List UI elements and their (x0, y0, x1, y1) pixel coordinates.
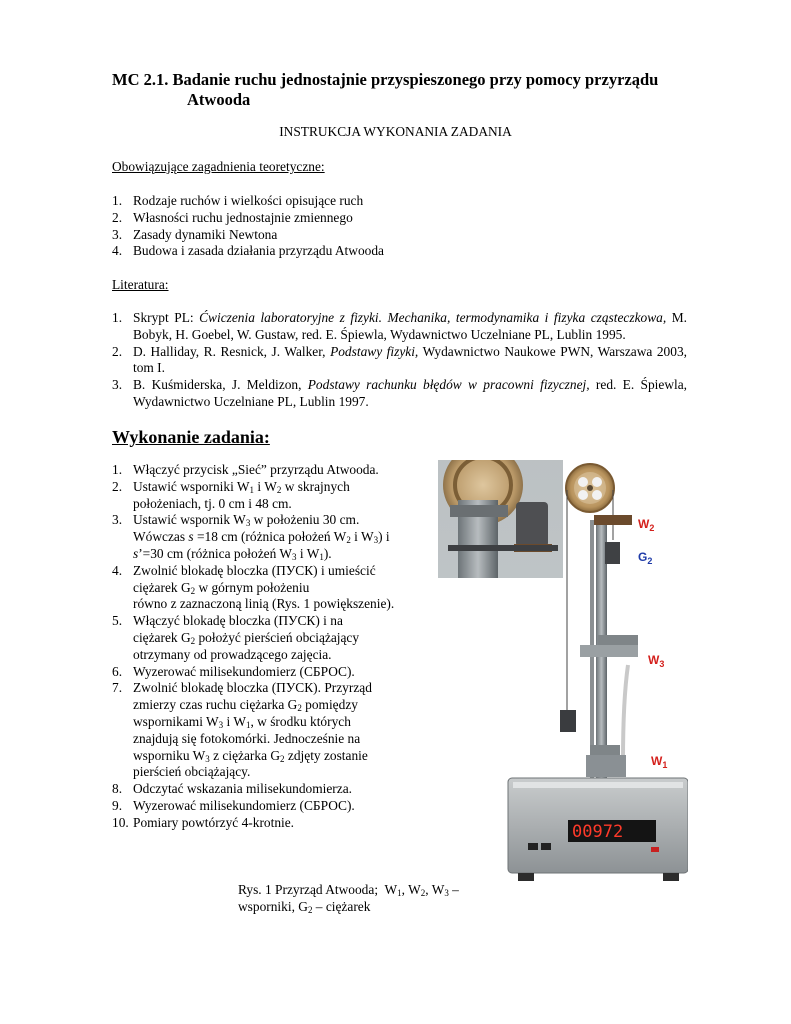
topic-item: 3. Zasady dynamiki Newtona (112, 226, 278, 242)
title-line-2: Atwooda (187, 90, 251, 109)
topic-item: 4. Budowa i zasada działania przyrządu Atwooda (112, 243, 384, 259)
topic-item: 1. Rodzaje ruchów i wielkości opisujące ruch (112, 193, 364, 208)
step-item: 5. Włączyć blokadę bloczka (ПУСК) i na ciężarek $G_2$ położyć pierścień obciążający otrzymany od prowadzącego zajęcia. (112, 613, 360, 662)
pulley-wheel (566, 464, 614, 512)
label-w3: $W_3$ (648, 653, 665, 669)
step-item: 7. Zwolnić blokadę bloczka (ПУСК). Przyrząd zmierzy czas ruchu ciężarka $G_2$ pomiędzy wspornikami $W_3$ i $W_1$, w środku których znajdują się fotokomórki. Jednocześnie na wsporniku $W_3$ z ciężarka $G_2$ zdjęty zostanie pierścień obciążający. (112, 680, 372, 780)
task-heading: Wykonanie zadania: (112, 427, 270, 447)
timer-display: 00972 (572, 822, 624, 842)
step-item: 10. Pomiary powtórzyć 4-krotnie. (112, 814, 295, 830)
step-item: 8. Odczytać wskazania milisekundomierza. (112, 781, 352, 797)
topics-heading: Obowiązujące zagadnienia teoretyczne: (112, 159, 325, 174)
step-item: 3. Ustawić wspornik $W_3$ w położeniu 30 cm. Wówczas s =18 cm (różnica położeń $W_2$ i $W_3$) i s’=30 cm (różnica położeń $W_3$ i $W_1$). (112, 512, 390, 562)
literature-list (112, 310, 687, 411)
document-title (112, 70, 712, 110)
step-item: 1. Włączyć przycisk „Sieć” przyrządu Atwooda. (112, 462, 379, 477)
topics-list (112, 193, 612, 260)
figure-caption: Rys. 1 Przyrząd Atwooda; $W_1$, $W_2$, $W_3$ – wsporniki, $G_2$ – ciężarek (238, 882, 459, 915)
inset-enlargement (438, 460, 563, 578)
literature-item: 1. Skrypt PL: Ćwiczenia laboratoryjne z fizyki. Mechanika, termodynamika i fizyka cząsteczkowa, M. Bobyk, H. Goebel, W. Gustaw, red. E. Śpiewla, Wydawnictwo Uczelniane PL, Lublin 1995. (112, 310, 687, 342)
atwood-apparatus-photo (438, 460, 688, 890)
label-w2: $W_2$ (638, 517, 655, 533)
literature-item: 3. B. Kuśmiderska, J. Meldizon, Podstawy rachunku błędów w pracowni fizycznej, red. E. Śpiewla, Wydawnictwo Uczelniane PL, Lublin 1997. (112, 377, 687, 409)
literature-item: 2. D. Halliday, R. Resnick, J. Walker, Podstawy fizyki, Wydawnictwo Naukowe PWN, Warszawa 2003, tom I. (112, 343, 687, 376)
literature-heading: Literatura: (112, 277, 169, 292)
title-line-1: MC 2.1. Badanie ruchu jednostajnie przyspieszonego przy pomocy przyrządu (112, 70, 659, 89)
steps-list (112, 462, 442, 832)
step-item: 6. Wyzerować milisekundomierz (СБРОС). (112, 663, 355, 679)
topic-item: 2. Własności ruchu jednostajnie zmiennego (112, 209, 353, 225)
step-item: 4. Zwolnić blokadę bloczka (ПУСК) i umieścić ciężarek $G_2$ w górnym położeniu równo z zaznaczoną linią (Rys. 1 powiększenie). (112, 562, 395, 612)
document-subtitle: INSTRUKCJA WYKONANIA ZADANIA (279, 124, 512, 139)
label-w1: $W_1$ (651, 754, 668, 770)
step-item: 2. Ustawić wsporniki $W_1$ i $W_2$ w skrajnych położeniach, tj. 0 cm i 48 cm. (112, 478, 350, 511)
millisecond-timer (508, 778, 688, 881)
label-g2: $G_2$ (638, 550, 653, 566)
step-item: 9. Wyzerować milisekundomierz (СБРОС). (112, 797, 355, 813)
